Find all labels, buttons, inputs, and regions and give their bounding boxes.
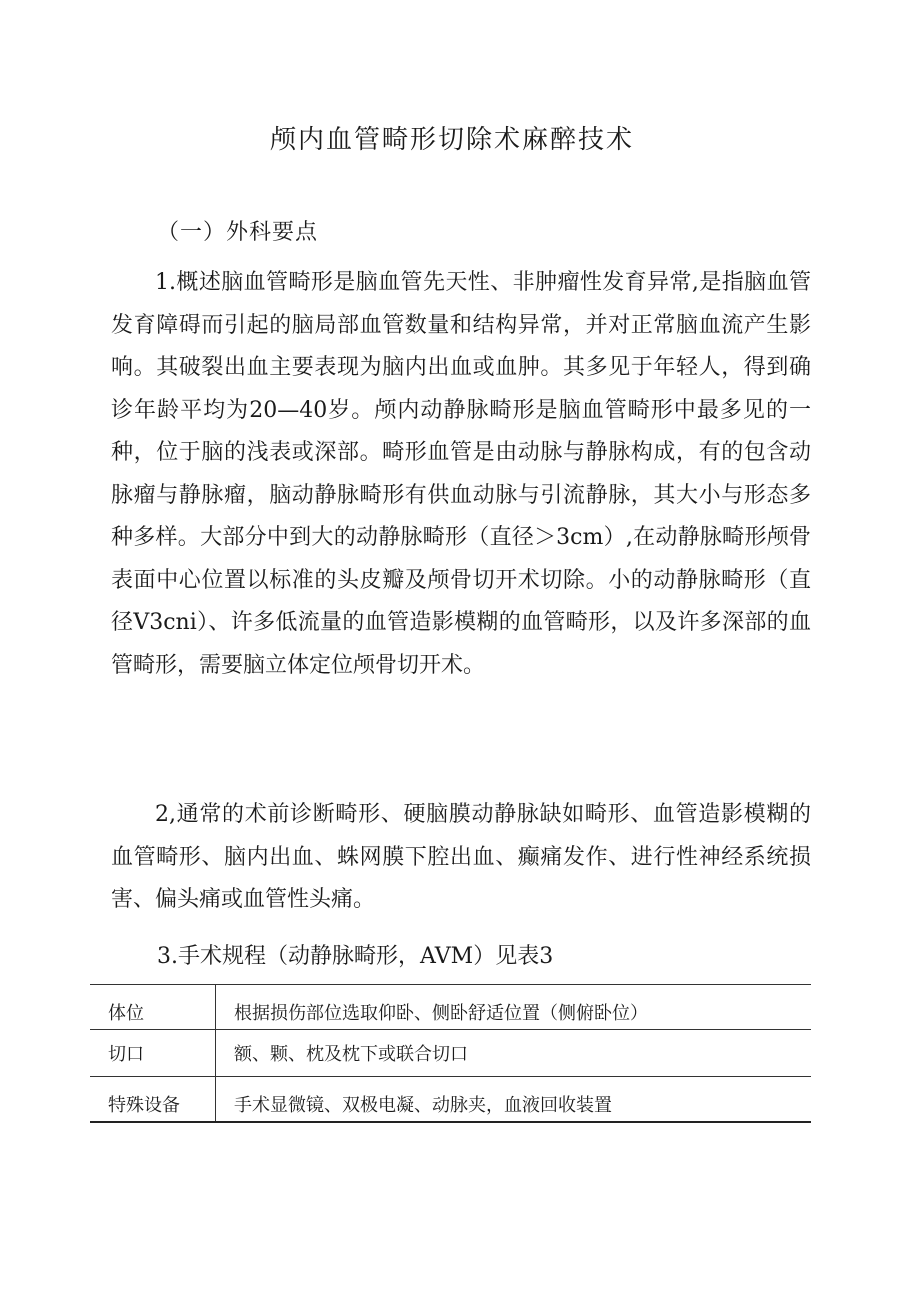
page-title: 颅内血管畸形切除术麻醉技术 bbox=[269, 125, 634, 155]
table-row-value: 额、颗、枕及枕下或联合切口 bbox=[216, 1030, 812, 1077]
table-row-label: 体位 bbox=[90, 985, 216, 1030]
surgery-procedure-table bbox=[90, 984, 811, 1123]
table-row-value: 根据损伤部位选取仰卧、侧卧舒适位置（侧俯卧位） bbox=[216, 985, 812, 1030]
table-row bbox=[90, 985, 811, 1030]
paragraph-overview: 1.概述脑血管畸形是脑血管先天性、非肿瘤性发育异常,是指脑血管发育障碍而引起的脑局部血管数量和结构异常，并对正常脑血流产生影响。其破裂出血主要表现为脑内出血或血肿。其多见于年轻人，得到确诊年龄平均为20—40岁。颅内动静脉畸形是脑血管畸形中最多见的一种，位于脑的浅表或深部。畸形血管是由动脉与静脉构成，有的包含动脉瘤与静脉瘤，脑动静脉畸形有供血动脉与引流静脉，其大小与形态多种多样。大部分中到大的动静脉畸形（直径＞3cm）,在动静脉畸形颅骨表面中心位置以标准的头皮瓣及颅骨切开术切除。小的动静脉畸形（直径V3cni）、许多低流量的血管造影模糊的血管畸形，以及许多深部的血管畸形，需要脑立体定位颅骨切开术。 bbox=[111, 270, 811, 678]
table-row bbox=[90, 1077, 811, 1123]
table-caption: 3.手术规程（动静脉畸形，AVM）见表3 bbox=[157, 944, 554, 969]
paragraph-diagnosis: 2,通常的术前诊断畸形、硬脑膜动静脉缺如畸形、血管造影模糊的血管畸形、脑内出血、蛛网膜下腔出血、癫痛发作、进行性神经系统损害、偏头痛或血管性头痛。 bbox=[111, 802, 811, 912]
table-row-label: 特殊设备 bbox=[90, 1077, 216, 1123]
table-row-label: 切口 bbox=[90, 1030, 216, 1077]
table-row bbox=[90, 1030, 811, 1077]
section-heading: （一）外科要点 bbox=[157, 220, 319, 245]
table-row-value: 手术显微镜、双极电凝、动脉夹，血液回收装置 bbox=[216, 1077, 812, 1123]
